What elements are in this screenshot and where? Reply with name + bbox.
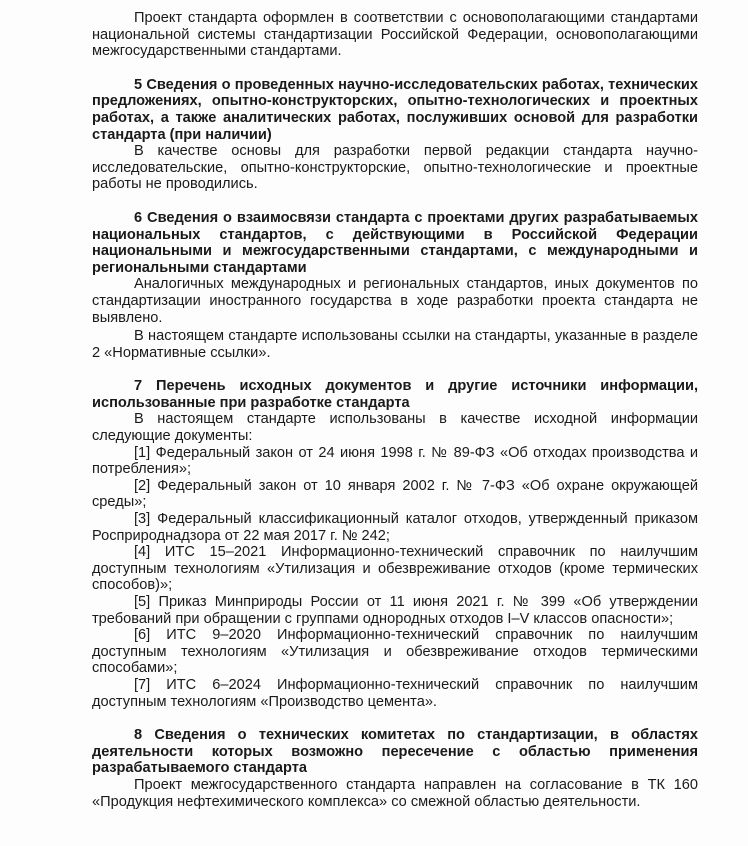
reference-item: [4] ИТС 15–2021 Информационно-технический справочник по наилучшим доступным технологиям «Утилизация и обезвреживание отходов (кроме термических способов)»; — [92, 544, 698, 594]
reference-item: [1] Федеральный закон от 24 июня 1998 г. № 89-ФЗ «Об отходах производства и потребления»; — [92, 444, 698, 478]
reference-item: [7] ИТС 6–2024 Информационно-технический справочник по наилучшим доступным технологиям «Производство цемента». — [92, 676, 698, 710]
section-8-heading: 8 Сведения о технических комитетах по стандартизации, в областях деятельности которых возможно пересечение с областью применения разрабатываемого стандарта — [92, 727, 698, 777]
spacer — [92, 710, 698, 727]
section-5-heading: 5 Сведения о проведенных научно-исследовательских работах, технических предложениях, опытно-конструкторских, опытно-технологических и проектных работах, а также аналитических работах, послуживших основой для разработки стандарта (при наличии) — [92, 76, 698, 143]
section-6-paragraph-1: Аналогичных международных и региональных стандартов, иных документов по стандартизации иностранного государства в ходе разработки проекта стандарта не выявлено. — [92, 276, 698, 326]
reference-item: [2] Федеральный закон от 10 января 2002 г. № 7-ФЗ «Об охране окружающей среды»; — [92, 477, 698, 511]
section-8-paragraph: Проект межгосударственного стандарта направлен на согласование в ТК 160 «Продукция нефтехимического комплекса» со смежной областью деятельности. — [92, 776, 698, 810]
spacer — [92, 60, 698, 77]
section-6-paragraph-2: В настоящем стандарте использованы ссылки на стандарты, указанные в разделе 2 «Нормативные ссылки». — [92, 328, 698, 361]
section-7-heading: 7 Перечень исходных документов и другие источники информации, использованные при разработке стандарта — [92, 378, 698, 411]
spacer — [92, 193, 698, 210]
spacer — [92, 361, 698, 378]
reference-list — [92, 445, 698, 711]
intro-paragraph: Проект стандарта оформлен в соответствии с основополагающими стандартами национальной системы стандартизации Российской Федерации, основополагающими межгосударственными стандартами. — [92, 10, 698, 60]
document-body — [92, 10, 698, 810]
section-7-intro: В настоящем стандарте использованы в качестве исходной информации следующие документы: — [92, 411, 698, 445]
reference-item: [3] Федеральный классификационный каталог отходов, утвержденный приказом Росприроднадзора от 22 мая 2017 г. № 242; — [92, 511, 698, 544]
section-5-paragraph: В качестве основы для разработки первой редакции стандарта научно-исследовательские, опытно-конструкторские, опытно-технологические и проектные работы не проводились. — [92, 143, 698, 193]
reference-item: [6] ИТС 9–2020 Информационно-технический справочник по наилучшим доступным технологиям «Утилизация и обезвреживание отходов термическими способами»; — [92, 627, 698, 677]
section-6-heading: 6 Сведения о взаимосвязи стандарта с проектами других разрабатываемых национальных стандартов, с действующими в Российской Федерации национальными и межгосударственными стандартами, с международными и региональными стандартами — [92, 209, 698, 276]
reference-item: [5] Приказ Минприроды России от 11 июня 2021 г. № 399 «Об утверждении требований при обращении с группами однородных отходов I–V классов опасности»; — [92, 594, 698, 627]
